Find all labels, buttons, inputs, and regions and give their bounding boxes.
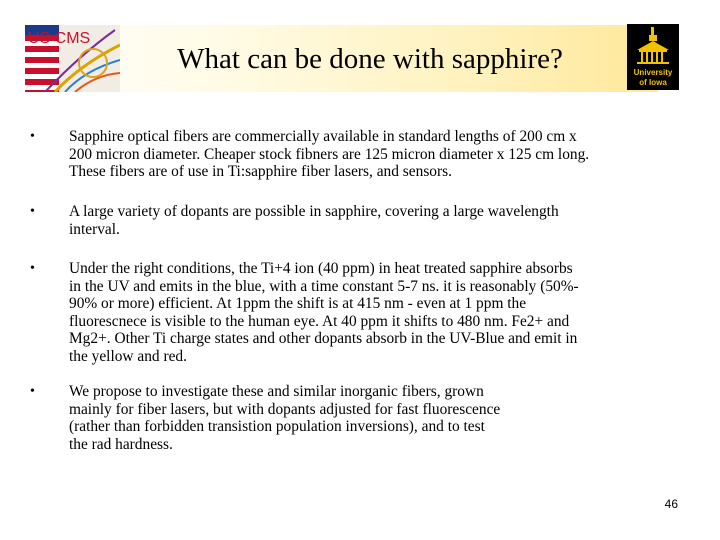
university-logo-line1: University: [633, 68, 673, 77]
university-logo-line2: of Iowa: [639, 78, 667, 87]
university-of-iowa-logo: [627, 24, 679, 90]
bullet-text: A large variety of dopants are possible in sapphire, covering a large wavelength interval.: [69, 203, 559, 238]
bullet-text: Sapphire optical fibers are commercially available in standard lengths of 200 cm x 200 micron diameter. Cheaper stock fibners are 125 micron diameter x 125 cm long. These fibers are of use in Ti:sapphire fiber lasers, and sensors.: [69, 128, 590, 180]
us-cms-logo-text: US CMS: [28, 30, 91, 47]
bullet-marker: •: [30, 384, 35, 399]
bullet-text: Under the right conditions, the Ti+4 ion (40 ppm) in heat treated sapphire absorbs in the UV and emits in the blue, with a time constant 5-7 ns. it is reasonably (50%- 90% or more) efficient. At 1ppm the shift is at 415 nm - even at 1 ppm the fluorescnece is visible to the human eye. At 40 ppm it shifts to 480 nm. Fe2+ and Mg2+. Other Ti charge states and other dopants absorb in the UV-Blue and emit in the yellow and red.: [69, 260, 579, 365]
bullet-text: We propose to investigate these and similar inorganic fibers, grown mainly for fiber lasers, but with dopants adjusted for fast fluorescence (rather than forbidden transistion population inversions), and to test the rad hardness.: [69, 383, 501, 453]
page-number: 46: [664, 497, 678, 511]
bullet-marker: •: [30, 261, 35, 276]
bullet-marker: •: [30, 204, 35, 219]
bullet-marker: •: [30, 129, 35, 144]
slide-title: What can be done with sapphire?: [177, 43, 563, 75]
